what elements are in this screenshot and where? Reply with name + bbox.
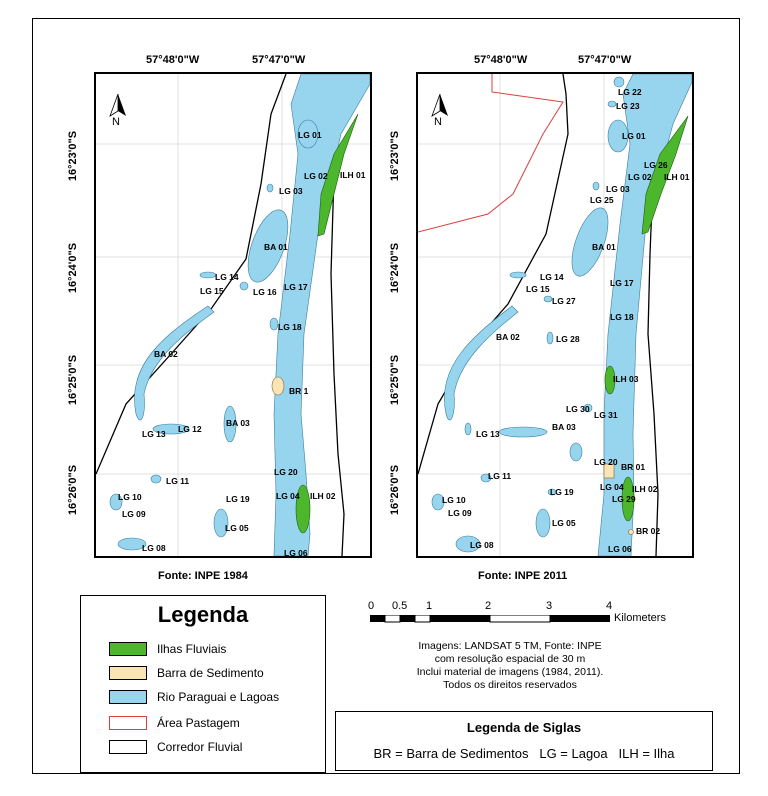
lat-label-left-4: 16°26'0"S bbox=[67, 464, 80, 516]
legend-item-ilhas bbox=[109, 642, 226, 656]
map-label: BA 03 bbox=[226, 418, 250, 428]
map-label: LG 11 bbox=[488, 471, 512, 481]
legend-label: Ilhas Fluviais bbox=[157, 642, 227, 656]
map-label: LG 22 bbox=[618, 87, 642, 97]
map-label: LG 08 bbox=[470, 540, 494, 550]
scale-tick: 0 bbox=[368, 600, 375, 612]
image-info bbox=[340, 640, 680, 692]
map-label: LG 03 bbox=[279, 186, 303, 196]
map-label: LG 09 bbox=[122, 509, 146, 519]
map-label: ILH 03 bbox=[613, 374, 639, 384]
siglas-box bbox=[335, 711, 713, 771]
map-label: LG 10 bbox=[118, 492, 142, 502]
map-label: LG 06 bbox=[608, 544, 632, 554]
map-label: LG 15 bbox=[526, 284, 550, 294]
siglas-title: Legenda de Siglas bbox=[466, 720, 582, 735]
lat-label-right-4: 16°26'0"S bbox=[389, 464, 402, 516]
map-label: LG 31 bbox=[594, 410, 618, 420]
lon-label-left-1: 57°48'0"W bbox=[146, 54, 200, 66]
map-1984-graphic bbox=[96, 74, 370, 556]
map-label: LG 13 bbox=[476, 429, 500, 439]
siglas-text: BR = Barra de Sedimentos LG = Lagoa ILH = Ilha bbox=[373, 746, 675, 761]
map-label: BA 01 bbox=[264, 242, 288, 252]
map-label: LG 04 bbox=[276, 491, 300, 501]
map-label: ILH 01 bbox=[664, 172, 690, 182]
source-2011: Fonte: INPE 2011 bbox=[478, 570, 568, 582]
scale-tick: 3 bbox=[546, 600, 553, 612]
legend-swatch-green bbox=[109, 642, 147, 656]
source-1984: Fonte: INPE 1984 bbox=[158, 570, 248, 582]
map-label: LG 15 bbox=[200, 286, 224, 296]
scale-tick: 4 bbox=[606, 600, 613, 612]
map-1984 bbox=[94, 72, 372, 558]
legend-label: Área Pastagem bbox=[157, 716, 240, 730]
legend-item-pastagem bbox=[109, 716, 240, 730]
map-label: LG 25 bbox=[590, 195, 614, 205]
map-label: BA 01 bbox=[592, 242, 616, 252]
map-label: LG 02 bbox=[628, 172, 652, 182]
map-label: LG 14 bbox=[215, 272, 239, 282]
map-label: LG 23 bbox=[616, 101, 640, 111]
image-info-line: Inclui material de imagens (1984, 2011). bbox=[416, 666, 604, 678]
map-label: LG 02 bbox=[304, 171, 328, 181]
legend-title: Legenda bbox=[157, 602, 249, 627]
map-label: LG 18 bbox=[278, 322, 302, 332]
map-label: LG 09 bbox=[448, 508, 472, 518]
map-label: LG 28 bbox=[556, 334, 580, 344]
map-label: LG 18 bbox=[610, 312, 634, 322]
legend-item-corredor bbox=[109, 740, 242, 754]
image-info-line: Todos os direitos reservados bbox=[443, 679, 577, 691]
map-label: LG 27 bbox=[552, 296, 576, 306]
map-label: LG 19 bbox=[226, 494, 250, 504]
legend-swatch-blue bbox=[109, 690, 147, 704]
legend bbox=[80, 595, 326, 773]
map-label: LG 08 bbox=[142, 543, 166, 553]
map-label: BR 02 bbox=[636, 526, 661, 536]
map-label: BR 1 bbox=[289, 386, 309, 396]
map-label: ILH 01 bbox=[340, 170, 366, 180]
map-label: LG 12 bbox=[178, 424, 202, 434]
map-label: LG 10 bbox=[442, 495, 466, 505]
legend-item-barra bbox=[109, 666, 264, 680]
north-label: N bbox=[112, 116, 120, 128]
map-label: LG 04 bbox=[600, 482, 624, 492]
map-label: BA 02 bbox=[496, 332, 520, 342]
map-label: LG 05 bbox=[552, 518, 576, 528]
map-label: LG 20 bbox=[274, 467, 298, 477]
map-label: BA 03 bbox=[552, 422, 576, 432]
lat-label-left-1: 16°23'0"S bbox=[67, 130, 80, 182]
map-label: LG 01 bbox=[622, 131, 646, 141]
map-label: BR 01 bbox=[621, 462, 646, 472]
legend-swatch-beige bbox=[109, 666, 147, 680]
lon-label-right-1: 57°48'0"W bbox=[474, 54, 528, 66]
scale-tick: 2 bbox=[485, 600, 492, 612]
legend-label: Rio Paraguai e Lagoas bbox=[157, 690, 280, 704]
legend-swatch-black-outline bbox=[109, 740, 147, 754]
map-label: LG 20 bbox=[594, 457, 618, 467]
map-label: LG 06 bbox=[284, 548, 308, 558]
map-2011 bbox=[416, 72, 694, 558]
lat-label-right-1: 16°23'0"S bbox=[389, 130, 402, 182]
map-label: LG 17 bbox=[284, 282, 308, 292]
legend-item-rio bbox=[109, 690, 279, 704]
map-label: LG 01 bbox=[298, 130, 322, 140]
north-label: N bbox=[434, 116, 442, 128]
legend-swatch-red-outline bbox=[109, 716, 147, 730]
scale-unit: Kilometers bbox=[614, 612, 666, 624]
lon-label-right-2: 57°47'0"W bbox=[578, 54, 632, 66]
map-label: LG 11 bbox=[166, 476, 190, 486]
map-label: ILH 02 bbox=[632, 484, 658, 494]
map-label: LG 29 bbox=[612, 494, 636, 504]
map-label: LG 19 bbox=[550, 487, 574, 497]
map-label: ILH 02 bbox=[310, 491, 336, 501]
map-label: LG 16 bbox=[253, 287, 277, 297]
map-label: LG 26 bbox=[644, 160, 668, 170]
scale-bar-graphic bbox=[370, 615, 614, 623]
scale-bar bbox=[368, 600, 688, 630]
map-label: LG 30 bbox=[566, 404, 590, 414]
map-label: LG 03 bbox=[606, 184, 630, 194]
image-info-line: com resolução espacial de 30 m bbox=[434, 653, 586, 665]
lat-label-left-2: 16°24'0"S bbox=[67, 242, 80, 294]
map-label: LG 14 bbox=[540, 272, 564, 282]
map-label: BA 02 bbox=[154, 349, 178, 359]
scale-tick: 0.5 bbox=[392, 600, 408, 612]
legend-label: Corredor Fluvial bbox=[157, 740, 243, 754]
lat-label-right-2: 16°24'0"S bbox=[389, 242, 402, 294]
legend-label: Barra de Sedimento bbox=[157, 666, 264, 680]
lat-label-left-3: 16°25'0"S bbox=[67, 354, 80, 406]
map-label: LG 05 bbox=[225, 523, 249, 533]
map-label: LG 13 bbox=[142, 429, 166, 439]
map-label: LG 17 bbox=[610, 278, 634, 288]
image-info-line: Imagens: LANDSAT 5 TM, Fonte: INPE bbox=[418, 640, 602, 652]
lat-label-right-3: 16°25'0"S bbox=[389, 354, 402, 406]
lon-label-left-2: 57°47'0"W bbox=[252, 54, 306, 66]
scale-tick: 1 bbox=[426, 600, 433, 612]
